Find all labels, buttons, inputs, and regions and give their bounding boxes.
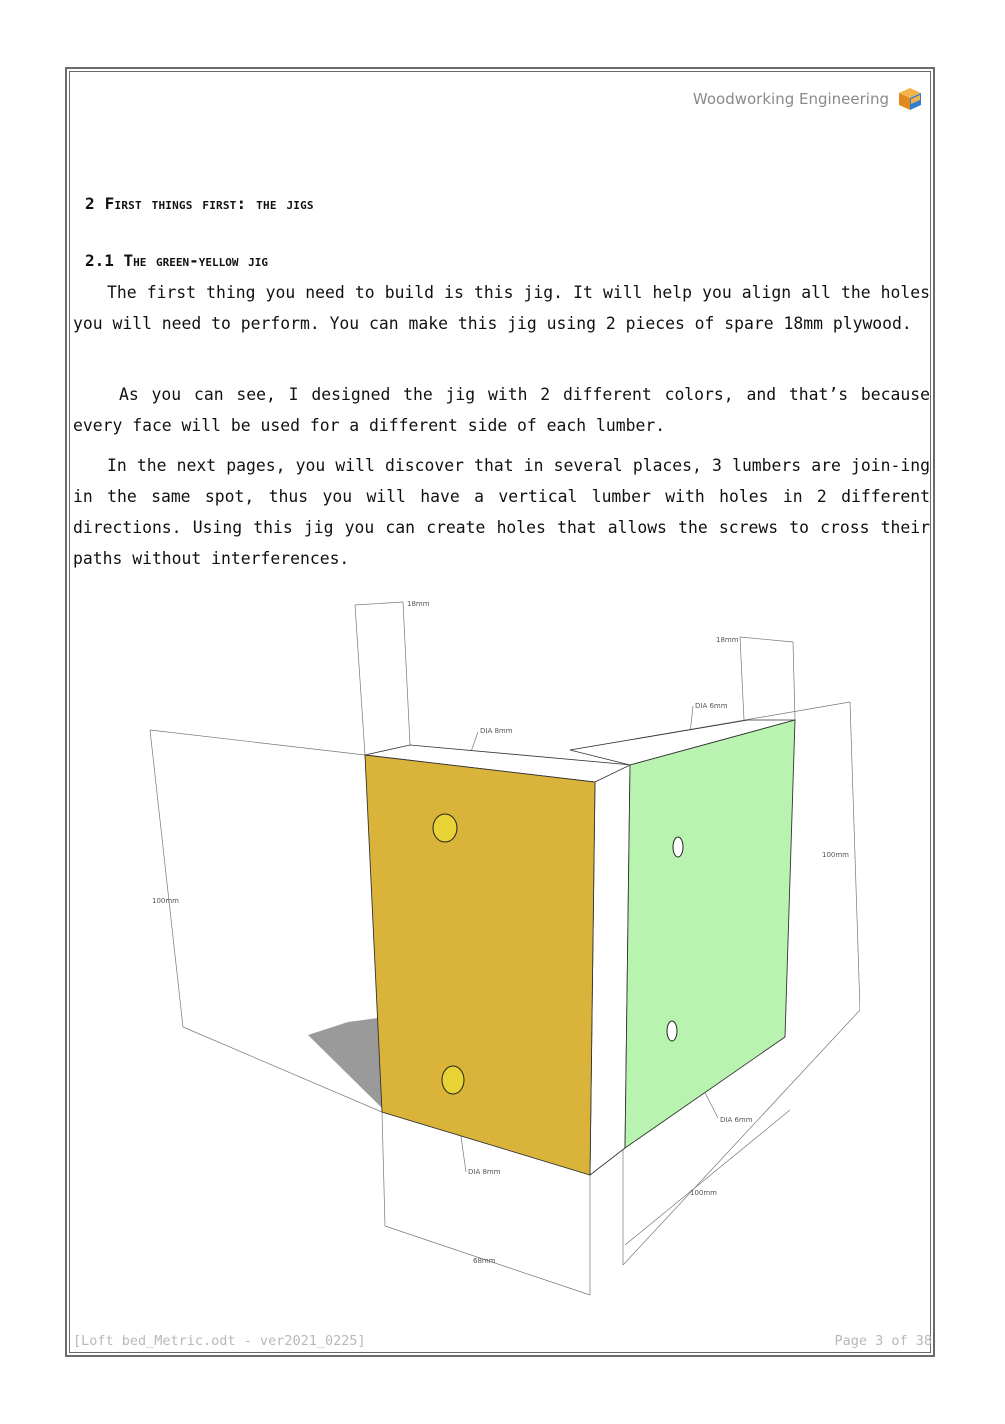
hole-8mm-top [433,814,457,842]
footer-page-number: Page 3 of 38 [834,1333,932,1349]
label-height-right: 100mm [822,851,849,859]
label-thickness-right: 18mm [716,636,739,644]
green-face [625,720,795,1148]
section-heading: 2 First things first: the jigs [85,194,314,213]
cube-logo-icon [897,86,923,112]
page-header [693,86,923,112]
header-title: Woodworking Engineering [692,90,889,108]
label-hole-top-right: DIA 6mm [695,702,728,710]
paragraph-3: In the next pages, you will discover that in several places, 3 lumbers are join-ing in the same spot, thus you will have a vertical lumber with holes in 2 different directions. Using this jig you can create holes that allows the screws to cross their paths without interferences. [73,456,930,568]
hole-8mm-bottom [442,1066,464,1094]
jig-diagram [140,590,860,1300]
jig-shadow [308,1018,382,1108]
jig-side-face [590,765,630,1175]
hole-6mm-bottom [667,1021,677,1041]
yellow-face [365,755,595,1175]
label-width-bottom: 68mm [473,1257,496,1265]
footer-filename: [Loft bed_Metric.odt - ver2021_0225] [73,1333,366,1349]
label-hole-top-left: DIA 8mm [480,727,513,735]
subsection-heading: 2.1 The green-yellow jig [85,251,269,270]
hole-6mm-top [673,837,683,857]
paragraph-1: The first thing you need to build is this jig. It will help you align all the holes you will need to perform. You can make this jig using 2 pieces of spare 18mm plywood. [73,283,930,333]
label-hole-bottom-left: DIA 8mm [468,1168,501,1176]
label-thickness-left: 18mm [407,600,430,608]
label-depth-right: 100mm [690,1189,717,1197]
label-height-left: 100mm [152,897,179,905]
paragraph-2: As you can see, I designed the jig with 2 different colors, and that’s because every face will be used for a different side of each lumber. [73,385,930,435]
label-hole-bottom-right: DIA 6mm [720,1116,753,1124]
